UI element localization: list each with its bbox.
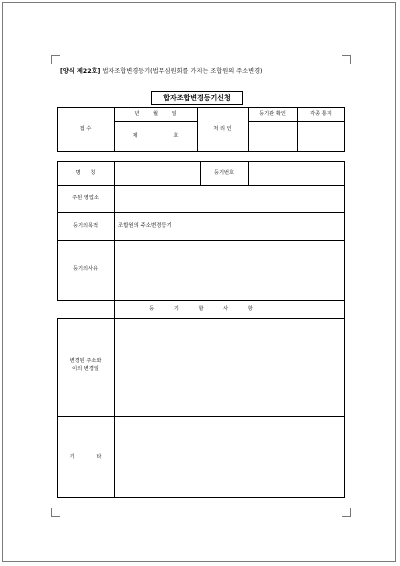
name-value[interactable] [116,163,198,183]
main-office-value[interactable] [116,188,343,210]
changed-address-label: 변경된 주소와 [69,358,102,364]
crop-mark-bottom-left [51,508,60,517]
registrar-check-label: 등기관 확인 [259,111,286,117]
registration-number-label: 등기번호 [213,170,235,176]
main-office-label: 주된 영업소 [72,195,99,201]
purpose-value: 조합원의 주소변경등기 [118,223,172,229]
reception-number-label: 제 호 [132,133,179,139]
change-date-label: 이의 변경일 [72,366,99,372]
crop-mark-bottom-right [342,508,351,517]
reason-label: 등기의사유 [72,266,99,272]
reception-label: 접 수 [79,126,92,132]
page-title: 합자조합변경등기신청 [151,91,243,105]
reception-date-label: 년 월 일 [134,111,177,117]
reason-value[interactable] [116,243,343,298]
notice-label: 각종 통지 [310,111,332,117]
crop-mark-top-right [342,55,351,64]
purpose-label: 등기의목적 [72,223,99,229]
matters-header: 등 기 할 사 항 [149,306,253,312]
form-number: [양식 제22호] [60,68,101,75]
registration-number-value[interactable] [250,163,343,183]
other-label: 기 타 [69,454,102,460]
crop-mark-top-left [51,55,60,64]
form-subtitle: 법자조합변경등기(법무심원회를 가지는 조합원의 주소변경) [102,68,263,75]
changed-address-value[interactable] [116,321,343,414]
other-value[interactable] [116,419,343,496]
name-label: 명 칭 [75,170,96,176]
processor-label: 처 리 인 [213,126,232,132]
form-header [60,66,262,75]
